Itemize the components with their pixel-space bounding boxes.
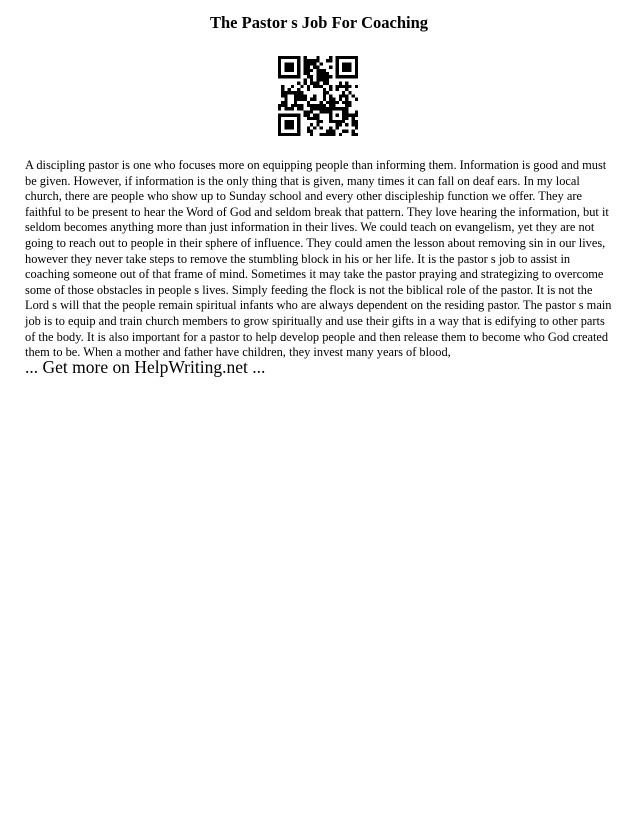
get-more-link[interactable]: ... Get more on HelpWriting.net ... bbox=[25, 357, 266, 377]
body-paragraph: A discipling pastor is one who focuses more on equipping people than informing them. Information is good and must be given. However, if information is the only thing that is given, many times it can fall on deaf ears. In my local church, there are people who show up to Sunday school and every other discipleship function we offer. They are faithful to be present to hear the Word of God and seldom break that pattern. They love hearing the information, but it seldom becomes anything more than just information in their lives. We could teach on evangelism, yet they are not going to reach out to people in their sphere of influence. They could amen the lesson about removing sin in our lives, however they never take steps to remove the stumbling block in his or her life. It is the pastor s job to assist in coaching someone out of that frame of mind. Sometimes it may take the pastor praying and strategizing to overcome some of those obstacles in people s lives. Simply feeding the flock is not the biblical role of the pastor. It is not the Lord s will that the people remain spiritual infants who are always dependent on the residing pastor. The pastor s main job is to equip and train church members to grow spiritually and use their gifts in a way that is edifying to other parts of the body. It is also important for a pastor to help develop people and then release them to become who God created them to be. When a mother and father have children, they invest many years of blood, bbox=[25, 158, 612, 360]
qr-code-icon bbox=[278, 56, 358, 136]
document-title: The Pastor s Job For Coaching bbox=[209, 13, 429, 32]
